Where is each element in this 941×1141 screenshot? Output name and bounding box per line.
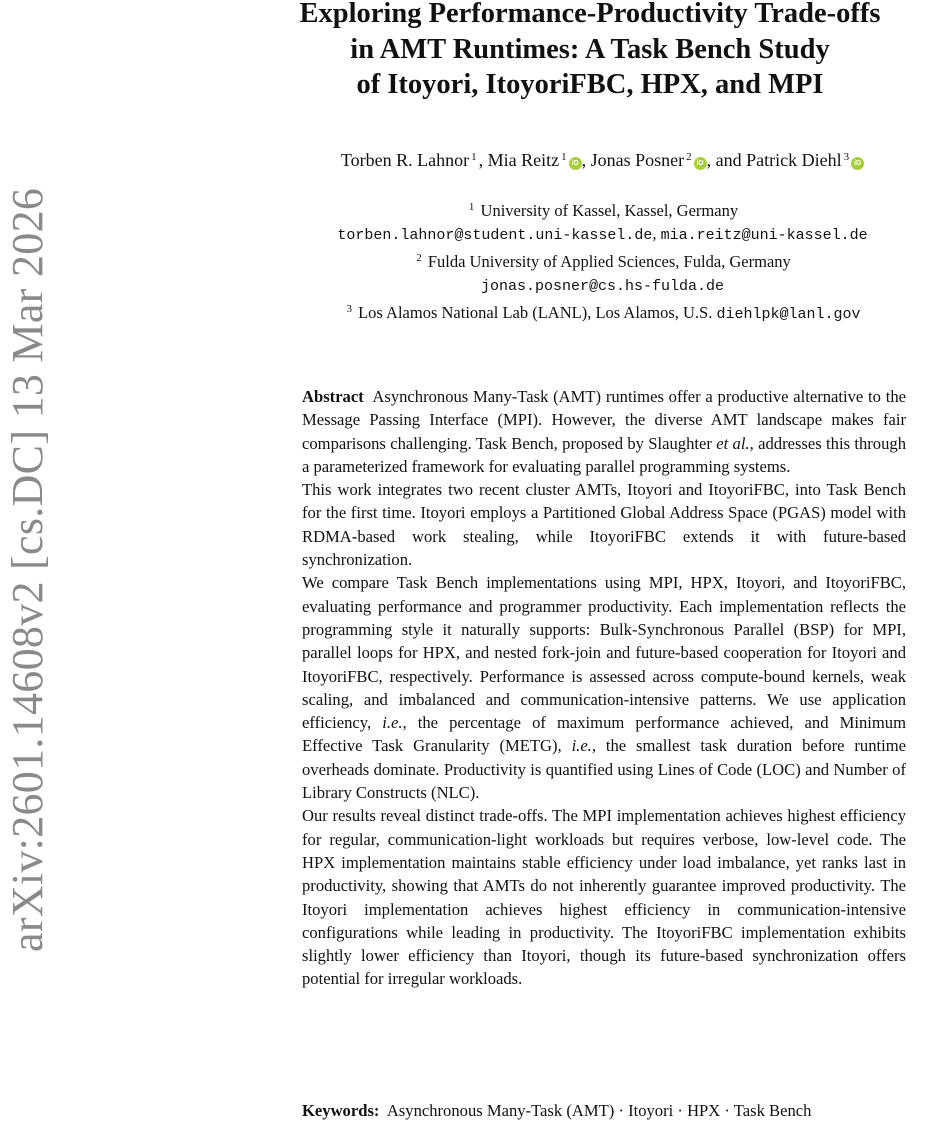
abstract-paragraph bbox=[302, 385, 906, 478]
title-line: of Itoyori, ItoyoriFBC, HPX, and MPI bbox=[356, 69, 824, 100]
author-name: Jonas Posner bbox=[590, 150, 685, 170]
affiliation-marker: 2 bbox=[686, 151, 692, 163]
author-name: Patrick Diehl bbox=[746, 150, 842, 170]
separator: , bbox=[652, 223, 661, 243]
text: We compare Task Bench implementations using MPI, HPX, Itoyori, and ItoyoriFBC, evaluating performance and programmer productivity. Each implementation reflects the programming style it naturally supports: Bulk-Synchronous Parallel (BSP) for MPI, parallel loops for HPX, and nested fork-join and future-based cooperation for Itoyori and ItoyoriFBC, respectively. Performance is assessed across compute-bound kernels, weak scaling, and imbalanced and communication-intensive patterns. We use application efficiency, bbox=[302, 573, 906, 733]
text: , the smallest task duration before runtime overheads dominate. Productivity is quantified using Lines of Code (LOC) and Number of Library Constructs (NLC). bbox=[302, 736, 906, 803]
text: i.e. bbox=[571, 736, 592, 756]
affiliation-number: 2 bbox=[416, 252, 422, 265]
affiliation-marker: 3 bbox=[843, 151, 850, 163]
text: Asynchronous Many-Task (AMT) runtimes offer a productive alternative to the Message Passing Interface (MPI). However, the diverse AMT landscape makes fair comparisons challenging. Task Bench, proposed by Slaughter bbox=[302, 387, 906, 453]
abstract bbox=[302, 385, 906, 991]
arxiv-stamp: arXiv:2601.14608v2 [cs.DC] 13 Mar 2026 bbox=[3, 187, 52, 952]
affiliation-number: 1 bbox=[468, 201, 475, 213]
title-line: Exploring Performance-Productivity Trade-offs bbox=[299, 0, 881, 29]
affiliation-text: Fulda University of Applied Sciences, Fulda, Germany bbox=[427, 252, 791, 272]
text: i.e. bbox=[382, 713, 403, 733]
abstract-paragraph: This work integrates two recent cluster AMTs, Itoyori and ItoyoriFBC, into Task Bench for the first time. Itoyori employs a Partitioned Global Address Space (PGAS) model with RDMA-based work stealing, while ItoyoriFBC extends it with future-based synchronization. bbox=[302, 480, 906, 570]
separator: , bbox=[478, 150, 488, 170]
separator: , bbox=[581, 150, 591, 170]
affiliations bbox=[250, 196, 941, 327]
email-link[interactable]: jonas.posner@cs.hs-fulda.de bbox=[480, 277, 725, 295]
keywords-label: Keywords: bbox=[302, 1101, 380, 1120]
text: et al. bbox=[716, 433, 750, 453]
title-line: in AMT Runtimes: A Task Bench Study bbox=[350, 33, 830, 65]
abstract-heading: Abstract bbox=[302, 387, 364, 406]
keywords bbox=[302, 1099, 906, 1122]
orcid-icon[interactable]: iD bbox=[569, 157, 582, 170]
affiliation-marker: 1 bbox=[471, 151, 477, 163]
paper-title bbox=[250, 0, 930, 103]
affiliation-text: University of Kassel, Kassel, Germany bbox=[480, 201, 739, 220]
abstract-paragraph bbox=[302, 571, 906, 804]
text: , addresses this through a parameterized framework for evaluating parallel programming systems. bbox=[302, 433, 906, 476]
separator: , and bbox=[706, 150, 747, 170]
affiliation-text: Los Alamos National Lab (LANL), Los Alamos, U.S. bbox=[358, 303, 713, 323]
email-link[interactable]: diehlpk@lanl.gov bbox=[716, 306, 861, 324]
email-link[interactable]: mia.reitz@uni-kassel.de bbox=[660, 226, 868, 244]
affiliation-number: 3 bbox=[346, 303, 352, 316]
keywords-text: Asynchronous Many-Task (AMT) · Itoyori · HPX · Task Bench bbox=[386, 1101, 812, 1120]
affiliation-marker: 1 bbox=[561, 151, 567, 163]
email-link[interactable]: torben.lahnor@student.uni-kassel.de bbox=[337, 226, 653, 244]
author-name: Torben R. Lahnor bbox=[340, 150, 470, 170]
orcid-icon[interactable]: iD bbox=[694, 157, 707, 170]
text: , the percentage of maximum performance achieved, and Minimum Effective Task Granularity (METG), bbox=[302, 713, 906, 756]
author-name: Mia Reitz bbox=[487, 150, 560, 170]
abstract-paragraph: Our results reveal distinct trade-offs. The MPI implementation achieves highest efficiency for regular, communication-light workloads but requires verbose, low-level code. The HPX implementation maintains stable efficiency under load imbalance, yet ranks last in productivity, showing that AMTs do not inherently guarantee improved productivity. The Itoyori implementation achieves highest efficiency in communication-intensive configurations while leading in productivity. The ItoyoriFBC implementation exhibits slightly lower efficiency than Itoyori, though its future-based synchronization offers potential for irregular workloads. bbox=[302, 806, 906, 989]
author-list bbox=[250, 150, 941, 171]
orcid-icon[interactable]: iD bbox=[851, 157, 864, 170]
